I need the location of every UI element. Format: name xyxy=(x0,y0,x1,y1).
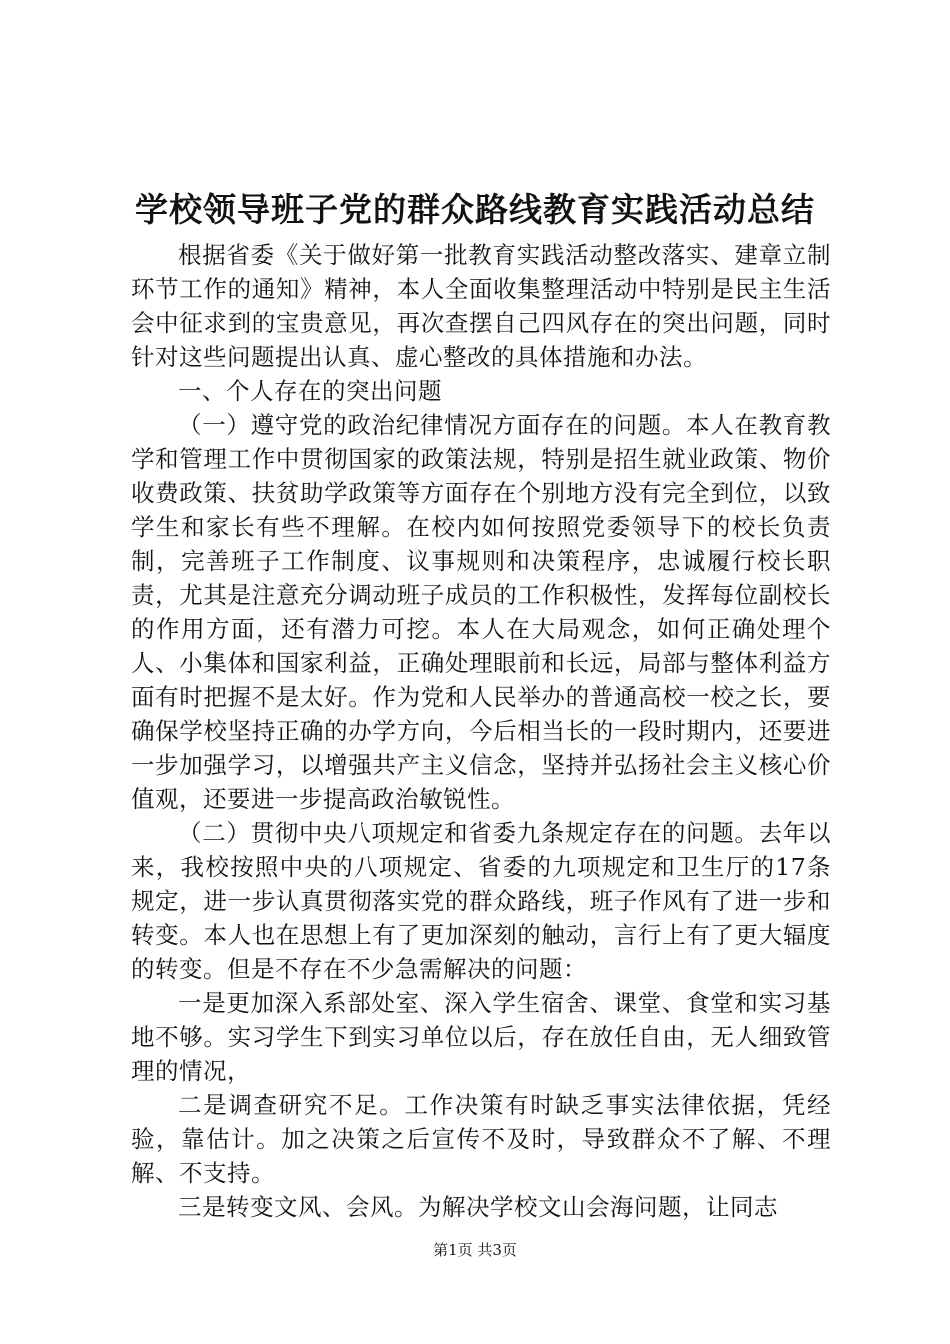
paragraph-political-discipline: （一）遵守党的政治纪律情况方面存在的问题。本人在教育教学和管理工作中贯彻国家的政策法规，特别是招生就业政策、物价收费政策、扶贫助学政策等方面存在个别地方没有完全到位，以致学生和家长有些不理解。在校内如何按照党委领导下的校长负责制，完善班子工作制度、议事规则和决策程序，忠诚履行校长职责，尤其是注意充分调动班子成员的工作积极性，发挥每位副校长的作用方面，还有潜力可挖。本人在大局观念，如何正确处理个人、小集体和国家利益，正确处理眼前和长远，局部与整体利益方面有时把握不是太好。作为党和人民举办的普通高校一校之长，要确保学校坚持正确的办学方向，今后相当长的一段时期内，还要进一步加强学习，以增强共产主义信念，坚持并弘扬社会主义核心价值观，还要进一步提高政治敏锐性。 xyxy=(131,411,831,813)
page-footer: 第1页 共3页 xyxy=(433,1241,517,1259)
document-title: 学校领导班子党的群众路线教育实践活动总结 xyxy=(135,190,815,229)
paragraph-issue-three: 三是转变文风、会风。为解决学校文山会海问题，让同志 xyxy=(178,1193,778,1221)
paragraph-eight-rules: （二）贯彻中央八项规定和省委九条规定存在的问题。去年以来，我校按照中央的八项规定、省委的九项规定和卫生厅的17条规定，进一步认真贯彻落实党的群众路线，班子作风有了进一步和转变。本人也在思想上有了更加深刻的触动，言行上有了更大辐度的转变。但是不存在不少急需解决的问题： xyxy=(131,819,831,983)
paragraph-issue-two: 二是调查研究不足。工作决策有时缺乏事实法律依据，凭经验，靠估计。加之决策之后宣传不及时，导致群众不了解、不理解、不支持。 xyxy=(131,1091,831,1187)
document-body xyxy=(131,238,831,1224)
section-heading-1: 一、个人存在的突出问题 xyxy=(178,377,442,405)
paragraph-issue-one: 一是更加深入系部处室、深入学生宿舍、课堂、食堂和实习基地不够。实习学生下到实习单位以后，存在放任自由，无人细致管理的情况， xyxy=(131,989,831,1085)
paragraph-intro: 根据省委《关于做好第一批教育实践活动整改落实、建章立制环节工作的通知》精神，本人全面收集整理活动中特别是民主生活会中征求到的宝贵意见，再次查摆自己四风存在的突出问题，同时针对这些问题提出认真、虚心整改的具体措施和办法。 xyxy=(131,241,831,371)
